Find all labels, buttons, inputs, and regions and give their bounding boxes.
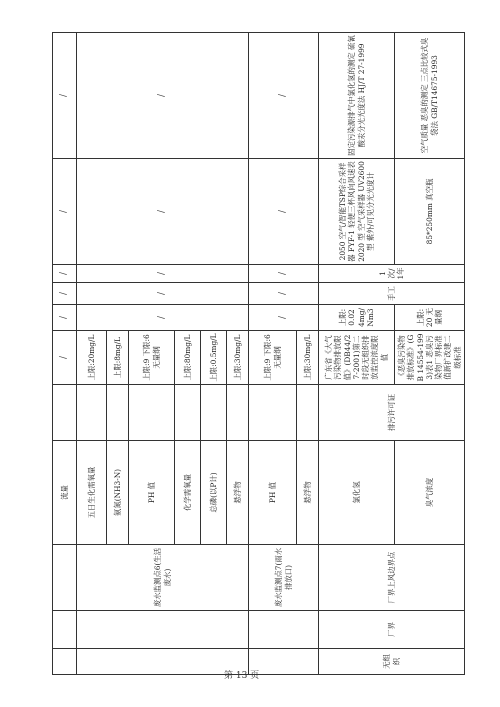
point6-label: 废水监测点6(生活废水) xyxy=(77,545,249,611)
odor-standard: 《恶臭污染物排放标准》(GB 14554-1993)表1 恶臭污染物厂界标准值新扩改建二级标准 xyxy=(395,331,465,385)
unorganized-label: 无组织 xyxy=(319,649,465,675)
nh3n-label: 氨氮(NH3-N) xyxy=(107,441,129,545)
upwind-point-label: 厂界上风边界点 xyxy=(319,545,465,611)
ss7-label: 悬浮物 xyxy=(297,441,319,545)
frequency-label: 1次/1年 xyxy=(319,265,465,283)
table-row: 废水监测点7(雨水排放口) PH 值 上限:9 下限:6 无量纲 / / / / / xyxy=(249,33,297,675)
ph7-label: PH 值 xyxy=(249,441,297,545)
table-row: 流量 / / / / / / xyxy=(53,33,77,675)
flow-label: 流量 xyxy=(53,441,77,545)
tp-label: 总磷(以P计) xyxy=(201,441,227,545)
monitoring-table xyxy=(52,32,465,675)
odor-label: 臭气浓度 xyxy=(395,441,465,545)
permit-label: 排污许可证 xyxy=(319,385,465,441)
odor-instrument: 85*250mm 真空瓶 xyxy=(395,159,465,265)
rotated-table-wrapper xyxy=(52,33,464,675)
table-row xyxy=(319,33,395,675)
ss7-limit: 上限:30mg/L xyxy=(297,331,319,385)
hcl-limit: 上限:0.024mg/Nm3 xyxy=(319,305,395,331)
factory-label: 厂界 xyxy=(319,611,465,649)
manual-label: 手工 xyxy=(319,283,465,305)
hcl-method: 固定污染源排气中氯化氢的测定 硫氰酸汞分光光度法 HJ/T 27-1999 xyxy=(319,33,395,159)
tp-limit: 上限:0.5mg/L xyxy=(201,331,227,385)
cod-label: 化学需氧量 xyxy=(175,441,201,545)
hcl-label: 氯化氢 xyxy=(319,441,395,545)
cod-limit: 上限:80mg/L xyxy=(175,331,201,385)
ph7-limit: 上限:9 下限:6 无量纲 xyxy=(249,331,297,385)
ph-label: PH 值 xyxy=(129,441,175,545)
bod-limit: 上限:20mg/L xyxy=(77,331,107,385)
odor-method: 空气质量 恶臭的测定 三点比较式臭袋法 GB/T14675-1993 xyxy=(395,33,465,159)
point7-label: 废水监测点7(雨水排放口) xyxy=(249,545,319,611)
ss-limit: 上限:30mg/L xyxy=(227,331,249,385)
ph-limit: 上限:9 下限:6 无量纲 xyxy=(129,331,175,385)
bod-label: 五日生化需氧量 xyxy=(77,441,107,545)
page-number: 第 13 页 xyxy=(224,671,260,681)
odor-limit: 上限:20 无量纲 xyxy=(395,305,465,331)
hcl-instrument: 2050 空气/智能TSP综合采样器 FYF-1 轻便三杯风向风速表 2020 型 空气采样器 UV2600 型 紫外/可见分光光度计 xyxy=(319,159,395,265)
table-row: 废水监测点6(生活废水) 五日生化需氧量 上限:20mg/L / / / / / xyxy=(77,33,107,675)
hcl-standard: 广东省《大气污染物排放限值》(DB44/27-2001)第二时段无组织排放监控浓度限值 xyxy=(319,331,395,385)
nh3n-limit: 上限:8mg/L xyxy=(107,331,129,385)
ss-label: 悬浮物 xyxy=(227,441,249,545)
